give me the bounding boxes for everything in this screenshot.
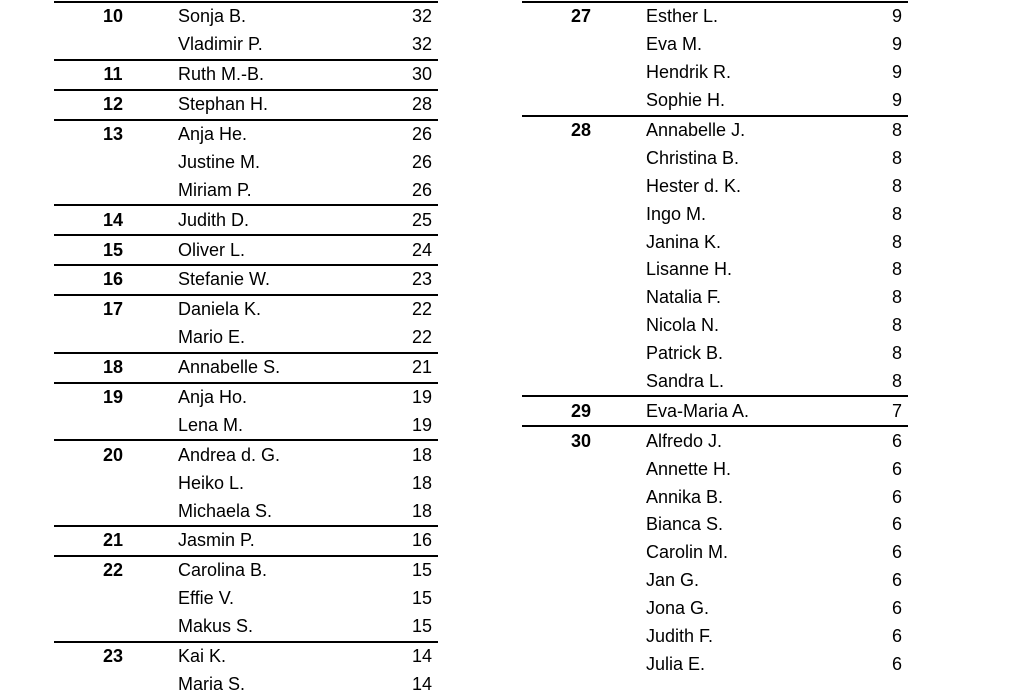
name-cell: Anja He. (178, 124, 248, 144)
ranking-table-right (522, 1, 908, 678)
score-cell: 14 (411, 673, 432, 694)
table-row (54, 643, 438, 671)
name-cell: Ruth M.-B. (178, 64, 265, 85)
score-cell: 6 (891, 458, 902, 479)
table-row (54, 441, 438, 469)
table-row (522, 650, 908, 678)
name-cell: Judith F. (646, 626, 714, 647)
name-cell: Annabelle S. (178, 357, 281, 378)
table-row (522, 3, 908, 31)
name-cell: Jona G. (646, 598, 710, 619)
table-row (54, 354, 438, 382)
score-cell: 6 (891, 626, 902, 647)
table-row (54, 176, 438, 204)
table-row (522, 256, 908, 284)
name-cell: Janina K. (646, 231, 722, 252)
name-cell: Annette H. (646, 458, 732, 479)
rank-group (54, 89, 438, 119)
table-row (522, 397, 908, 425)
score-cell: 8 (891, 147, 902, 168)
name-cell: Effie V. (178, 588, 235, 609)
rank-group (54, 234, 438, 264)
rank-group (54, 555, 438, 641)
score-cell: 18 (411, 444, 432, 465)
score-cell: 9 (891, 90, 902, 111)
table-row (54, 266, 438, 294)
name-cell: Justine M. (178, 151, 261, 172)
rank-group (522, 1, 908, 115)
score-cell: 6 (891, 653, 902, 674)
table-row (522, 483, 908, 511)
score-cell: 22 (411, 299, 432, 320)
table-row (54, 296, 438, 324)
name-cell: Natalia F. (646, 287, 722, 308)
score-cell: 7 (891, 400, 902, 421)
name-cell: Carolina B. (178, 560, 268, 581)
name-cell: Lena M. (178, 414, 244, 435)
table-row (522, 539, 908, 567)
rank-group (54, 264, 438, 294)
rank-cell: 17 (102, 299, 124, 320)
table-row (522, 340, 908, 368)
rank-cell: 20 (102, 444, 124, 465)
rank-group (54, 1, 438, 59)
table-row (54, 61, 438, 89)
name-cell: Esther L. (646, 6, 719, 27)
rank-cell: 13 (102, 124, 124, 144)
name-cell: Michaela S. (178, 500, 273, 521)
table-row (522, 87, 908, 115)
table-row (522, 284, 908, 312)
rank-group (54, 352, 438, 382)
rank-group (54, 439, 438, 525)
score-cell: 8 (891, 203, 902, 224)
rank-cell: 23 (102, 646, 124, 667)
score-cell: 19 (411, 387, 432, 408)
score-cell: 6 (891, 542, 902, 563)
name-cell: Kai K. (178, 646, 227, 667)
score-cell: 6 (891, 486, 902, 507)
name-cell: Oliver L. (178, 239, 246, 260)
score-cell: 18 (411, 472, 432, 493)
name-cell: Andrea d. G. (178, 444, 281, 465)
table-row (54, 3, 438, 31)
score-cell: 9 (891, 6, 902, 27)
rank-group (54, 382, 438, 440)
rank-group (54, 525, 438, 555)
table-row (522, 595, 908, 623)
name-cell: Sonja B. (178, 6, 247, 27)
name-cell: Nicola N. (646, 315, 720, 336)
score-cell: 6 (891, 514, 902, 535)
name-cell: Maria S. (178, 673, 246, 694)
table-row (522, 567, 908, 595)
name-cell: Patrick B. (646, 343, 724, 364)
score-cell: 24 (411, 239, 432, 260)
rank-cell: 11 (103, 64, 123, 85)
rank-cell: 30 (570, 430, 592, 451)
table-row (54, 31, 438, 59)
score-cell: 28 (411, 94, 432, 115)
score-cell: 8 (891, 259, 902, 280)
table-row (522, 117, 908, 145)
name-cell: Eva-Maria A. (646, 400, 750, 421)
table-row (54, 411, 438, 439)
rank-cell: 28 (570, 120, 592, 140)
name-cell: Jan G. (646, 570, 700, 591)
table-row (522, 144, 908, 172)
score-cell: 8 (891, 231, 902, 252)
score-cell: 32 (411, 6, 432, 27)
score-cell: 23 (411, 269, 432, 290)
name-cell: Vladimir P. (178, 34, 263, 55)
rank-group (522, 115, 908, 396)
name-cell: Makus S. (178, 616, 254, 637)
table-row (54, 121, 438, 149)
rank-cell: 29 (570, 400, 592, 421)
score-cell: 26 (411, 124, 432, 144)
score-cell: 8 (891, 315, 902, 336)
name-cell: Eva M. (646, 34, 703, 55)
table-row (54, 206, 438, 234)
score-cell: 14 (411, 646, 432, 667)
score-cell: 16 (411, 530, 432, 551)
table-row (54, 557, 438, 585)
table-row (522, 59, 908, 87)
name-cell: Jasmin P. (178, 530, 255, 551)
score-cell: 8 (891, 287, 902, 308)
ranking-table-left (54, 1, 438, 698)
table-row (522, 427, 908, 455)
score-cell: 8 (891, 120, 902, 140)
score-cell: 6 (891, 570, 902, 591)
name-cell: Sandra L. (646, 371, 725, 392)
name-cell: Hendrik R. (646, 62, 732, 83)
score-cell: 30 (411, 64, 432, 85)
score-cell: 15 (411, 588, 432, 609)
rank-cell: 19 (102, 387, 124, 408)
table-row (54, 236, 438, 264)
rank-cell: 22 (102, 560, 124, 581)
score-cell: 26 (411, 151, 432, 172)
score-cell: 6 (891, 598, 902, 619)
name-cell: Alfredo J. (646, 430, 723, 451)
table-row (522, 368, 908, 396)
table-row (54, 469, 438, 497)
rank-cell: 15 (102, 239, 124, 260)
name-cell: Daniela K. (178, 299, 262, 320)
rank-group (54, 204, 438, 234)
table-row (54, 497, 438, 525)
rank-group (522, 395, 908, 425)
name-cell: Annika B. (646, 486, 724, 507)
rank-group (54, 119, 438, 205)
score-cell: 26 (411, 179, 432, 200)
rank-cell: 18 (102, 357, 124, 378)
score-cell: 9 (891, 62, 902, 83)
rank-group (522, 425, 908, 678)
rank-cell: 14 (102, 209, 124, 230)
score-cell: 19 (411, 414, 432, 435)
name-cell: Anja Ho. (178, 387, 248, 408)
table-row (54, 585, 438, 613)
name-cell: Stefanie W. (178, 269, 271, 290)
table-row (522, 455, 908, 483)
table-row (522, 172, 908, 200)
score-cell: 21 (411, 357, 432, 378)
table-row (522, 228, 908, 256)
table-row (522, 623, 908, 651)
rank-cell: 12 (102, 94, 124, 115)
name-cell: Heiko L. (178, 472, 245, 493)
table-row (522, 312, 908, 340)
name-cell: Judith D. (178, 209, 250, 230)
score-cell: 15 (411, 560, 432, 581)
score-cell: 15 (411, 616, 432, 637)
name-cell: Sophie H. (646, 90, 726, 111)
table-row (522, 31, 908, 59)
name-cell: Christina B. (646, 147, 740, 168)
name-cell: Ingo M. (646, 203, 707, 224)
score-cell: 22 (411, 327, 432, 348)
rank-cell: 16 (102, 269, 124, 290)
rank-group (54, 641, 438, 698)
score-cell: 8 (891, 343, 902, 364)
rank-cell: 10 (102, 6, 124, 27)
name-cell: Lisanne H. (646, 259, 733, 280)
table-row (522, 200, 908, 228)
table-row (54, 527, 438, 555)
name-cell: Carolin M. (646, 542, 729, 563)
name-cell: Annabelle J. (646, 120, 746, 140)
name-cell: Bianca S. (646, 514, 724, 535)
score-cell: 9 (891, 34, 902, 55)
name-cell: Julia E. (646, 653, 706, 674)
score-cell: 8 (891, 175, 902, 196)
score-cell: 6 (891, 430, 902, 451)
score-cell: 32 (411, 34, 432, 55)
name-cell: Hester d. K. (646, 175, 742, 196)
name-cell: Miriam P. (178, 179, 252, 200)
name-cell: Mario E. (178, 327, 246, 348)
score-cell: 25 (411, 209, 432, 230)
rank-cell: 21 (102, 530, 124, 551)
score-cell: 18 (411, 500, 432, 521)
name-cell: Stephan H. (178, 94, 269, 115)
table-row (54, 148, 438, 176)
table-row (54, 91, 438, 119)
rank-cell: 27 (570, 6, 592, 27)
table-row (522, 511, 908, 539)
table-row (54, 384, 438, 412)
score-cell: 8 (891, 371, 902, 392)
rank-group (54, 294, 438, 352)
table-row (54, 324, 438, 352)
table-row (54, 613, 438, 641)
rank-group (54, 59, 438, 89)
